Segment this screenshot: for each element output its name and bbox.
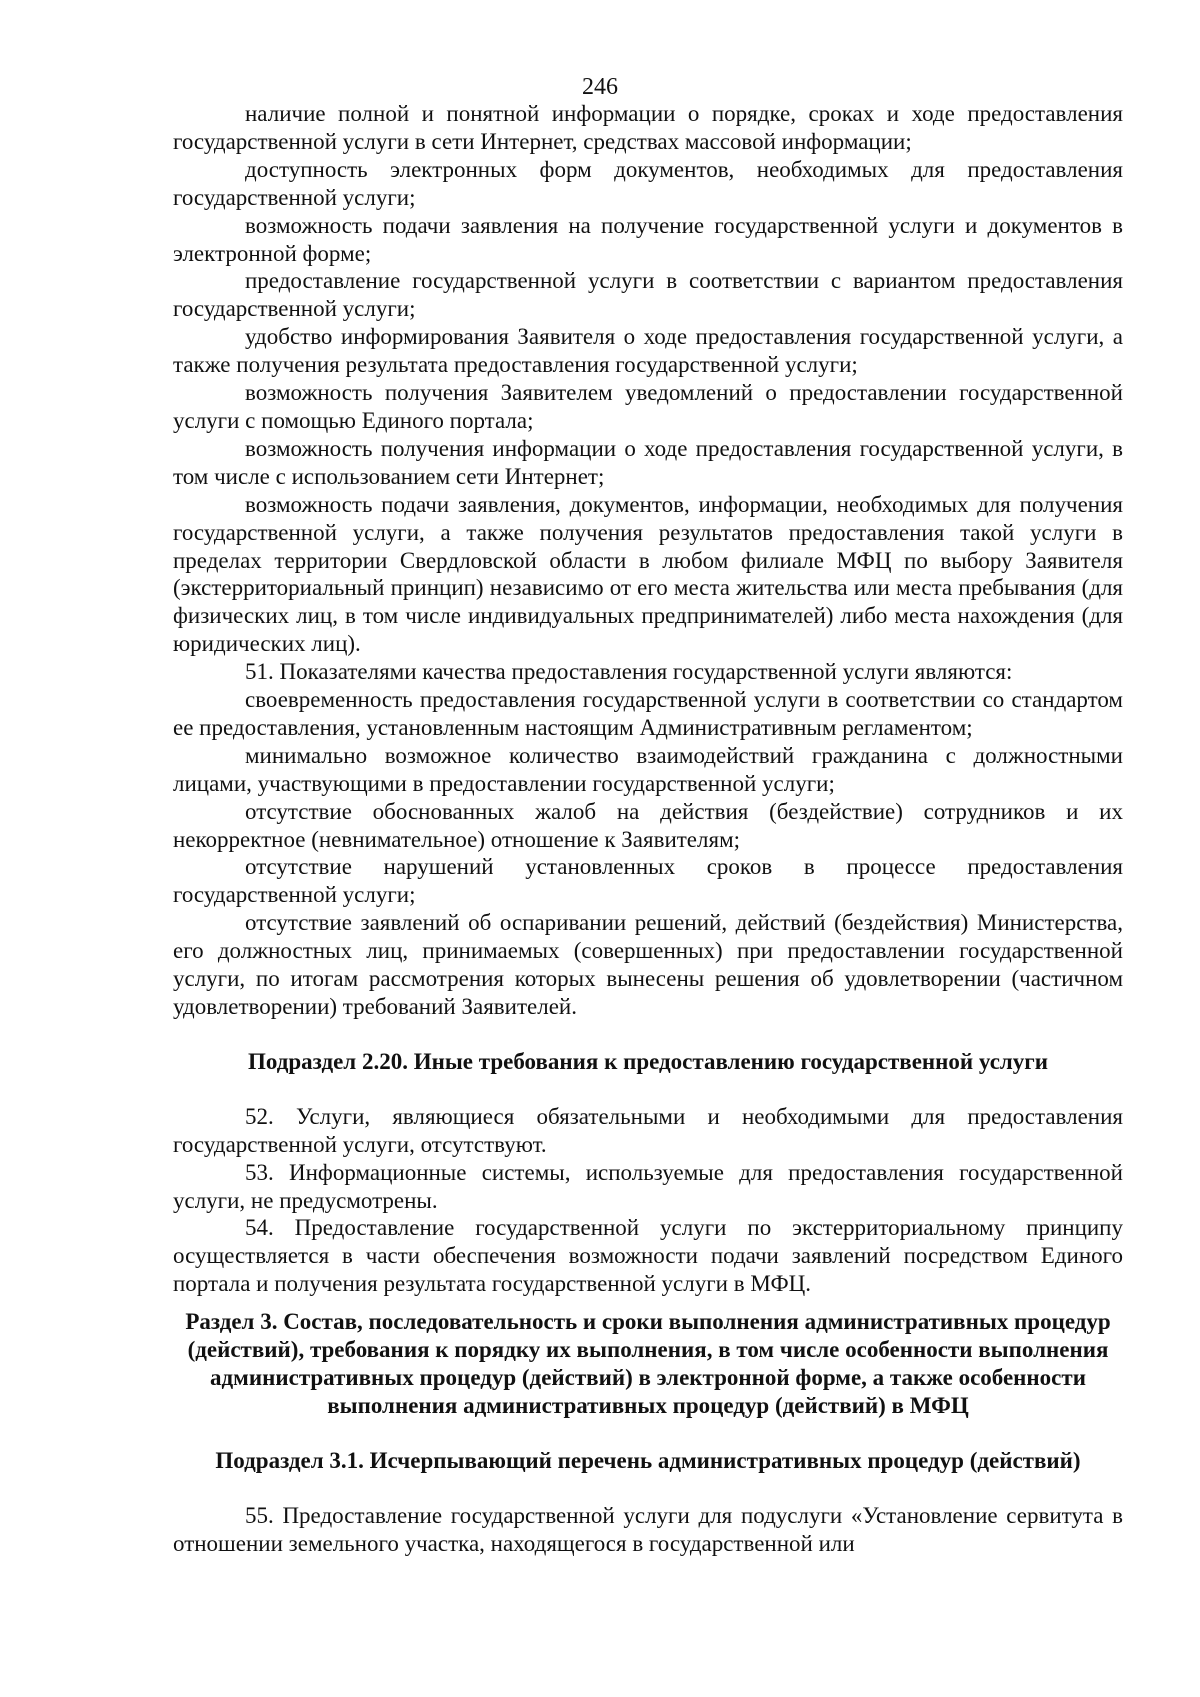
paragraph-item-51: 51. Показателями качества предоставления государственной услуги являются:: [245, 659, 1013, 685]
paragraph: возможность подачи заявления, документов, информации, необходимых для получения государственной услуги, а также получения результатов предоставления такой услуги в пределах территории Свердловской области в любом филиале МФЦ по выбору Заявителя (экстерриториальный принцип) независимо от его места жительства или места пребывания (для физических лиц, в том числе индивидуальных предпринимателей) либо места нахождения (для юридических лиц).: [173, 491, 1123, 657]
paragraph: минимально возможное количество взаимодействий гражданина с должностными лицами, участвующими в предоставлении государственной услуги;: [173, 742, 1123, 796]
subsection-heading-2-20: Подраздел 2.20. Иные требования к предоставлению государственной услуги: [247, 1048, 1049, 1074]
paragraph-item-53: 53. Информационные системы, используемые для предоставления государственной услуги, не предусмотрены.: [173, 1159, 1123, 1213]
paragraph: доступность электронных форм документов, необходимых для предоставления государственной услуги;: [173, 156, 1123, 210]
paragraph: удобство информирования Заявителя о ходе предоставления государственной услуги, а также получения результата предоставления государственной услуги;: [173, 324, 1123, 378]
document-body: [173, 100, 1123, 1558]
paragraph: возможность получения Заявителем уведомлений о предоставлении государственной услуги с помощью Единого портала;: [173, 380, 1123, 433]
page-number: 246: [582, 74, 618, 100]
paragraph: своевременность предоставления государственной услуги в соответствии со стандартом ее предоставления, установленным настоящим Административным регламентом;: [173, 687, 1123, 740]
paragraph: возможность получения информации о ходе предоставления государственной услуги, в том числе с использованием сети Интернет;: [173, 435, 1123, 489]
section-heading-3: Раздел 3. Состав, последовательность и сроки выполнения административных процедур (действий), требования к порядку их выполнения, в том числе особенности выполнения административных процедур (действий) в электронной форме, а также особенности выполнения административных процедур (действий) в МФЦ: [185, 1309, 1111, 1418]
paragraph: предоставление государственной услуги в соответствии с вариантом предоставления государственной услуги;: [173, 268, 1123, 322]
paragraph-item-54: 54. Предоставление государственной услуги по экстерриториальному принципу осуществляется в части обеспечения возможности подачи заявлений посредством Единого портала и получения результата государственной услуги в МФЦ.: [173, 1215, 1123, 1297]
paragraph: наличие полной и понятной информации о порядке, сроках и ходе предоставления государственной услуги в сети Интернет, средствах массовой информации;: [173, 101, 1123, 154]
paragraph-item-52: 52. Услуги, являющиеся обязательными и необходимыми для предоставления государственной услуги, отсутствуют.: [173, 1103, 1123, 1157]
paragraph: отсутствие нарушений установленных сроков в процессе предоставления государственной услуги;: [173, 854, 1123, 908]
paragraph-item-55: 55. Предоставление государственной услуги для подуслуги «Установление сервитута в отношении земельного участка, находящегося в государственной или: [173, 1502, 1123, 1556]
subsection-heading-3-1: Подраздел 3.1. Исчерпывающий перечень административных процедур (действий): [215, 1447, 1081, 1473]
paragraph: отсутствие обоснованных жалоб на действия (бездействие) сотрудников и их некорректное (невнимательное) отношение к Заявителям;: [173, 798, 1123, 852]
paragraph: возможность подачи заявления на получение государственной услуги и документов в электронной форме;: [173, 212, 1123, 266]
paragraph: отсутствие заявлений об оспаривании решений, действий (бездействия) Министерства, его должностных лиц, принимаемых (совершенных) при предоставлении государственной услуги, по итогам рассмотрения которых вынесены решения об удовлетворении (частичном удовлетворении) требований Заявителей.: [173, 910, 1123, 1019]
